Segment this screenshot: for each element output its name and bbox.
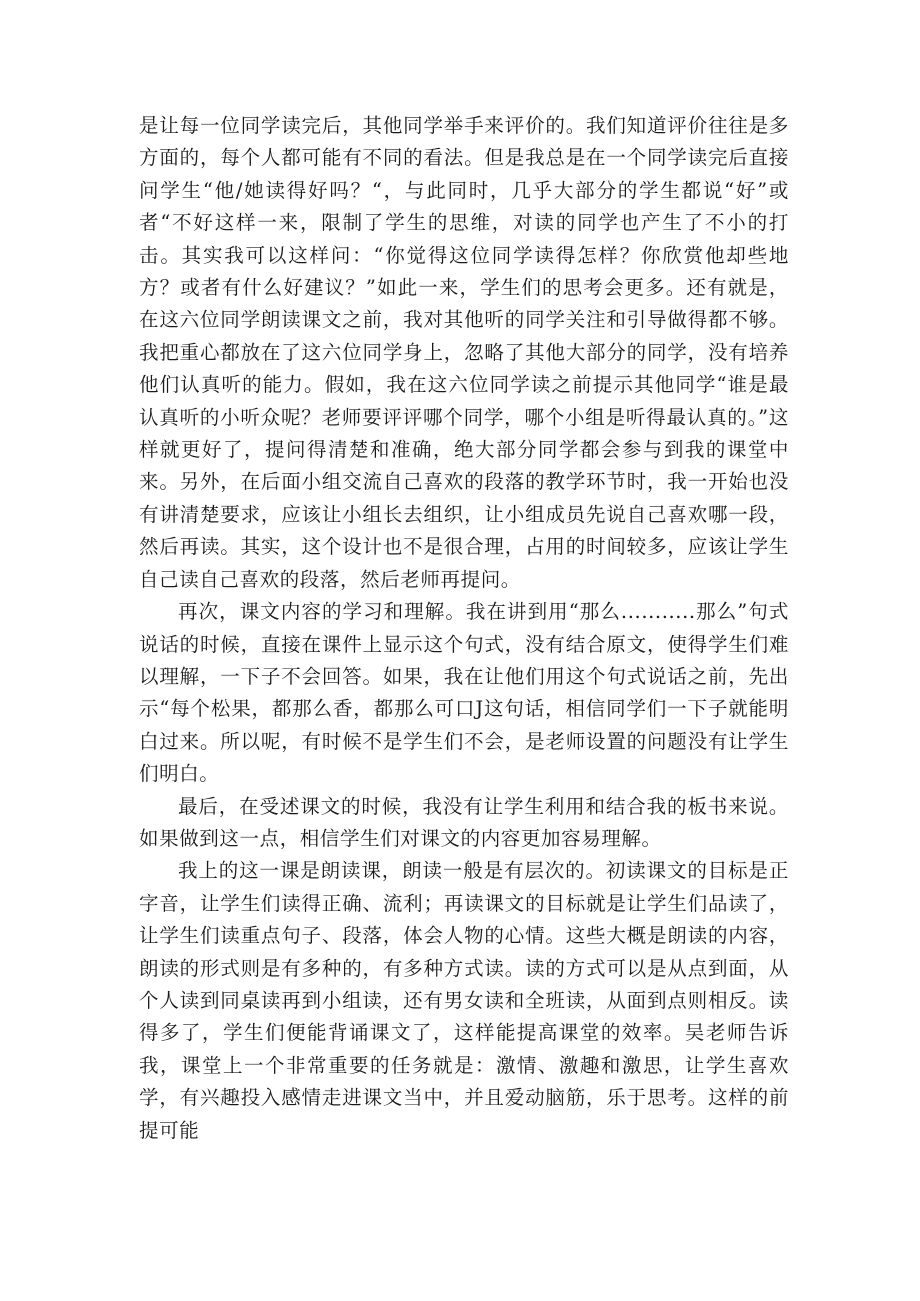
document-body	[139, 110, 789, 1147]
paragraph-3: 最后，在受述课文的时候，我没有让学生利用和结合我的板书来说。如果做到这一点，相信学生们对课文的内容更加容易理解。	[139, 794, 789, 850]
paragraph-1: 是让每一位同学读完后，其他同学举手来评价的。我们知道评价往往是多方面的，每个人都可能有不同的看法。但是我总是在一个同学读完后直接问学生“他/她读得好吗？“，与此同时，几乎大部分的学生都说“好”或者“不好这样一来，限制了学生的思维，对读的同学也产生了不小的打击。其实我可以这样问：“你觉得这位同学读得怎样？你欣赏他却些地方？或者有什么好建议？”如此一来，学生们的思考会更多。还有就是，在这六位同学朗读课文之前，我对其他听的同学关注和引导做得都不够。我把重心都放在了这六位同学身上，忽略了其他大部分的同学，没有培养他们认真听的能力。假如，我在这六位同学读之前提示其他同学“谁是最认真听的小听众呢？老师要评评哪个同学，哪个小组是听得最认真的。”这样就更好了，提问得清楚和准确，绝大部分同学都会参与到我的课堂中来。另外，在后面小组交流自己喜欢的段落的教学环节时，我一开始也没有讲清楚要求，应该让小组长去组织，让小组成员先说自己喜欢哪一段，然后再读。其实，这个设计也不是很合理，占用的时间较多，应该让学生自己读自己喜欢的段落，然后老师再提问。	[139, 114, 789, 591]
paragraph-2: 再次，课文内容的学习和理解。我在讲到用“那么...........那么”句式说话的时候，直接在课件上显示这个句式，没有结合原文，使得学生们难以理解，一下子不会回答。如果，我在让他们用这个句式说话之前，先出示“每个松果，都那么香，都那么可口J这句话，相信同学们一下子就能明白过来。所以呢，有时候不是学生们不会，是老师设置的问题没有让学生们明白。	[139, 600, 789, 786]
paragraph-4: 我上的这一课是朗读课，朗读一般是有层次的。初读课文的目标是正字音，让学生们读得正确、流利；再读课文的目标就是让学生们品读了，让学生们读重点句子、段落，体会人物的心情。这些大概是朗读的内容，朗读的形式则是有多种的，有多种方式读。读的方式可以是从点到面，从个人读到同桌读再到小组读，还有男女读和全班读，从面到点则相反。读得多了，学生们便能背诵课文了，这样能提高课堂的效率。吴老师告诉我，课堂上一个非常重要的任务就是：激情、激趣和激思，让学生喜欢学，有兴趣投入感情走进课文当中，并且爱动脑筋，乐于思考。这样的前提可能	[139, 859, 789, 1142]
